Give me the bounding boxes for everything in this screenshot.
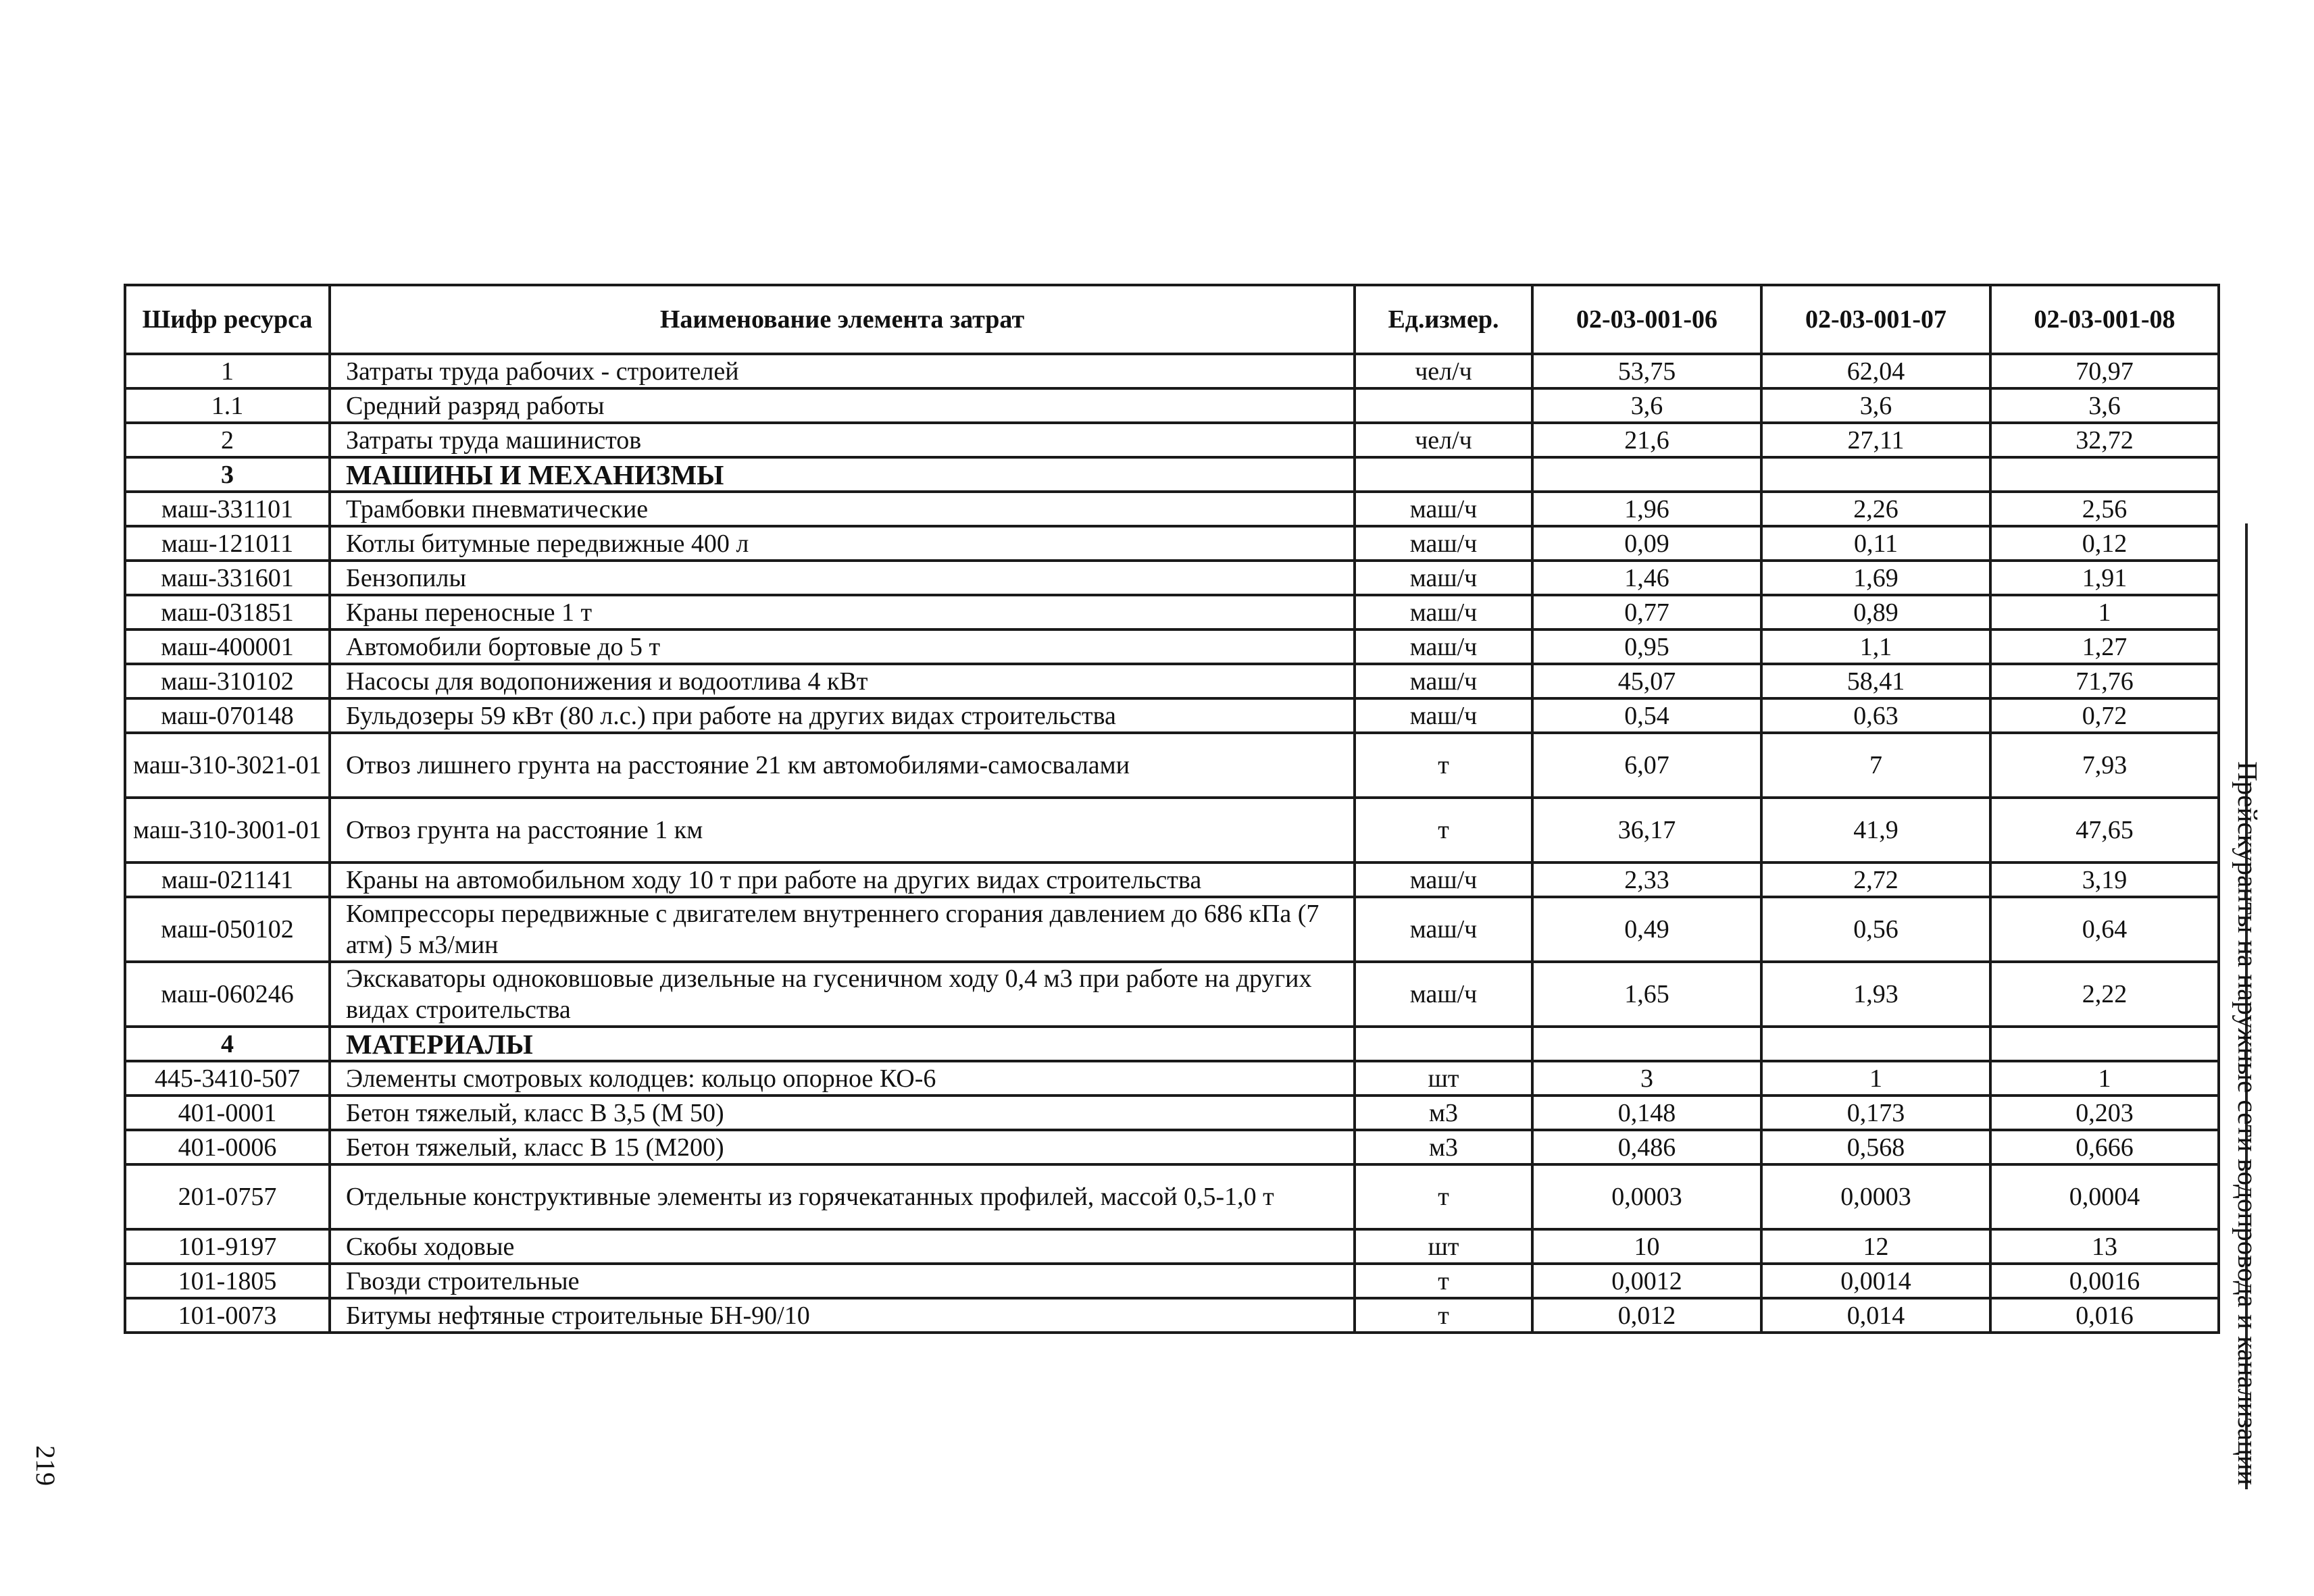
cell-unit: маш/ч (1355, 629, 1532, 664)
cell-value-07: 0,56 (1761, 897, 1990, 962)
cell-name: Гвозди строительные (330, 1264, 1355, 1298)
cost-table (124, 284, 2220, 1334)
cell-name: Трамбовки пневматические (330, 492, 1355, 526)
table-row (125, 1264, 2219, 1298)
table-row (125, 664, 2219, 698)
cell-value-06: 45,07 (1532, 664, 1761, 698)
cell-value-08: 0,64 (1990, 897, 2219, 962)
cell-value-08: 0,0004 (1990, 1164, 2219, 1229)
cell-code: 101-0073 (125, 1298, 330, 1333)
cell-unit: маш/ч (1355, 492, 1532, 526)
header-code: Шифр ресурса (125, 285, 330, 354)
cell-name: Автомобили бортовые до 5 т (330, 629, 1355, 664)
cell-value-07: 0,0003 (1761, 1164, 1990, 1229)
cell-value-07: 0,568 (1761, 1130, 1990, 1164)
table-row (125, 1298, 2219, 1333)
cell-name: Краны на автомобильном ходу 10 т при работе на других видах строительства (330, 863, 1355, 897)
cell-code: маш-050102 (125, 897, 330, 962)
cell-unit (1355, 1027, 1532, 1061)
cell-value-08: 0,666 (1990, 1130, 2219, 1164)
cell-unit: маш/ч (1355, 962, 1532, 1027)
cell-value-06: 0,49 (1532, 897, 1761, 962)
cell-value-07: 1 (1761, 1061, 1990, 1096)
cell-name: Битумы нефтяные строительные БН-90/10 (330, 1298, 1355, 1333)
cell-unit: м3 (1355, 1130, 1532, 1164)
cell-unit: маш/ч (1355, 698, 1532, 733)
cell-unit: т (1355, 798, 1532, 863)
cell-value-07 (1761, 1027, 1990, 1061)
cell-code: маш-021141 (125, 863, 330, 897)
cell-name: Затраты труда машинистов (330, 423, 1355, 457)
page-number: 219 (30, 1445, 61, 1486)
cell-name: Отвоз грунта на расстояние 1 км (330, 798, 1355, 863)
table-row (125, 1130, 2219, 1164)
cell-value-08: 2,56 (1990, 492, 2219, 526)
cell-value-06: 0,0003 (1532, 1164, 1761, 1229)
cell-value-07: 12 (1761, 1229, 1990, 1264)
table-row (125, 629, 2219, 664)
cell-unit: маш/ч (1355, 897, 1532, 962)
cell-value-06: 0,77 (1532, 595, 1761, 629)
cell-value-06 (1532, 1027, 1761, 1061)
cell-name: Затраты труда рабочих - строителей (330, 354, 1355, 388)
table-row (125, 1061, 2219, 1096)
cell-code: 201-0757 (125, 1164, 330, 1229)
table-body (125, 354, 2219, 1333)
cell-name: Экскаваторы одноковшовые дизельные на гусеничном ходу 0,4 м3 при работе на других видах строительства (330, 962, 1355, 1027)
cell-name: Насосы для водопонижения и водоотлива 4 кВт (330, 664, 1355, 698)
cell-value-07: 0,014 (1761, 1298, 1990, 1333)
cell-value-06: 0,95 (1532, 629, 1761, 664)
cell-value-06: 1,65 (1532, 962, 1761, 1027)
cell-value-08: 1 (1990, 1061, 2219, 1096)
cell-value-08: 70,97 (1990, 354, 2219, 388)
cell-value-08: 32,72 (1990, 423, 2219, 457)
cell-unit: чел/ч (1355, 423, 1532, 457)
header-row (125, 285, 2219, 354)
cell-value-08: 3,6 (1990, 388, 2219, 423)
cell-value-06: 0,148 (1532, 1096, 1761, 1130)
cell-value-06: 3 (1532, 1061, 1761, 1096)
cell-name: Скобы ходовые (330, 1229, 1355, 1264)
table-row (125, 798, 2219, 863)
cell-value-06 (1532, 457, 1761, 492)
cell-name: Котлы битумные передвижные 400 л (330, 526, 1355, 561)
cell-unit: шт (1355, 1061, 1532, 1096)
table-row (125, 1164, 2219, 1229)
cell-unit: шт (1355, 1229, 1532, 1264)
cell-unit (1355, 457, 1532, 492)
cell-value-08: 13 (1990, 1229, 2219, 1264)
cell-code: маш-310102 (125, 664, 330, 698)
section-row (125, 457, 2219, 492)
cell-value-06: 21,6 (1532, 423, 1761, 457)
cell-value-08: 1,27 (1990, 629, 2219, 664)
cell-name: Отвоз лишнего грунта на расстояние 21 км автомобилями-самосвалами (330, 733, 1355, 798)
cell-unit: м3 (1355, 1096, 1532, 1130)
cell-code: маш-310-3021-01 (125, 733, 330, 798)
cell-code: 445-3410-507 (125, 1061, 330, 1096)
cell-value-06: 0,54 (1532, 698, 1761, 733)
cell-value-07: 0,0014 (1761, 1264, 1990, 1298)
cell-unit: т (1355, 733, 1532, 798)
cell-code: маш-121011 (125, 526, 330, 561)
cell-value-07: 41,9 (1761, 798, 1990, 863)
cell-name: Бульдозеры 59 кВт (80 л.с.) при работе на других видах строительства (330, 698, 1355, 733)
cell-code: маш-070148 (125, 698, 330, 733)
cell-value-06: 10 (1532, 1229, 1761, 1264)
cell-value-08: 3,19 (1990, 863, 2219, 897)
cell-name: Бетон тяжелый, класс В 15 (М200) (330, 1130, 1355, 1164)
cell-name: МАТЕРИАЛЫ (330, 1027, 1355, 1061)
table-row (125, 595, 2219, 629)
cell-code: 401-0001 (125, 1096, 330, 1130)
cell-value-06: 53,75 (1532, 354, 1761, 388)
cell-value-06: 36,17 (1532, 798, 1761, 863)
table-row (125, 863, 2219, 897)
cell-name: Элементы смотровых колодцев: кольцо опорное КО-6 (330, 1061, 1355, 1096)
cell-value-07: 27,11 (1761, 423, 1990, 457)
cell-unit: маш/ч (1355, 595, 1532, 629)
header-unit: Ед.измер. (1355, 285, 1532, 354)
cell-code: маш-031851 (125, 595, 330, 629)
cell-code: маш-400001 (125, 629, 330, 664)
cell-value-07: 1,1 (1761, 629, 1990, 664)
cell-value-06: 6,07 (1532, 733, 1761, 798)
cell-code: 1 (125, 354, 330, 388)
cell-value-06: 1,96 (1532, 492, 1761, 526)
cell-value-08: 7,93 (1990, 733, 2219, 798)
cell-unit: маш/ч (1355, 561, 1532, 595)
cell-value-08 (1990, 1027, 2219, 1061)
cell-value-07: 2,26 (1761, 492, 1990, 526)
cell-value-08: 0,12 (1990, 526, 2219, 561)
cell-value-08 (1990, 457, 2219, 492)
section-row (125, 1027, 2219, 1061)
cell-value-06: 0,486 (1532, 1130, 1761, 1164)
table-row (125, 492, 2219, 526)
cell-value-07: 0,11 (1761, 526, 1990, 561)
cell-unit: маш/ч (1355, 863, 1532, 897)
cell-value-08: 71,76 (1990, 664, 2219, 698)
cell-code: 101-1805 (125, 1264, 330, 1298)
cell-code: 3 (125, 457, 330, 492)
cell-name: Средний разряд работы (330, 388, 1355, 423)
table-row (125, 1096, 2219, 1130)
cell-value-07: 3,6 (1761, 388, 1990, 423)
cell-value-06: 0,012 (1532, 1298, 1761, 1333)
cell-value-06: 2,33 (1532, 863, 1761, 897)
cell-code: маш-331601 (125, 561, 330, 595)
cell-unit: т (1355, 1298, 1532, 1333)
table-row (125, 897, 2219, 962)
cell-name: Краны переносные 1 т (330, 595, 1355, 629)
cell-code: 101-9197 (125, 1229, 330, 1264)
cell-value-08: 1 (1990, 595, 2219, 629)
header-name: Наименование элемента затрат (330, 285, 1355, 354)
cell-code: маш-310-3001-01 (125, 798, 330, 863)
cell-value-07: 62,04 (1761, 354, 1990, 388)
table-row (125, 526, 2219, 561)
cell-value-07: 0,63 (1761, 698, 1990, 733)
table-row (125, 388, 2219, 423)
cell-value-07: 0,173 (1761, 1096, 1990, 1130)
cell-name: Бетон тяжелый, класс В 3,5 (М 50) (330, 1096, 1355, 1130)
table-row (125, 733, 2219, 798)
cell-value-07: 1,69 (1761, 561, 1990, 595)
cell-value-08: 0,203 (1990, 1096, 2219, 1130)
side-title: Прейскуранты на наружные сети водопровода и канализации (2232, 761, 2263, 1485)
cell-unit: маш/ч (1355, 526, 1532, 561)
table-row (125, 354, 2219, 388)
cell-code: 401-0006 (125, 1130, 330, 1164)
cell-value-08: 2,22 (1990, 962, 2219, 1027)
cell-value-06: 0,09 (1532, 526, 1761, 561)
cell-value-06: 0,0012 (1532, 1264, 1761, 1298)
cell-unit (1355, 388, 1532, 423)
cell-code: 4 (125, 1027, 330, 1061)
table-row (125, 698, 2219, 733)
cell-value-08: 0,016 (1990, 1298, 2219, 1333)
cell-value-07: 7 (1761, 733, 1990, 798)
cell-value-08: 0,0016 (1990, 1264, 2219, 1298)
cell-value-06: 3,6 (1532, 388, 1761, 423)
header-col-08: 02-03-001-08 (1990, 285, 2219, 354)
cell-code: 2 (125, 423, 330, 457)
table-row (125, 423, 2219, 457)
cell-name: МАШИНЫ И МЕХАНИЗМЫ (330, 457, 1355, 492)
cell-unit: т (1355, 1164, 1532, 1229)
cell-unit: маш/ч (1355, 664, 1532, 698)
cell-value-07: 1,93 (1761, 962, 1990, 1027)
cell-name: Бензопилы (330, 561, 1355, 595)
header-col-06: 02-03-001-06 (1532, 285, 1761, 354)
cell-value-07: 0,89 (1761, 595, 1990, 629)
cell-code: маш-331101 (125, 492, 330, 526)
cell-unit: чел/ч (1355, 354, 1532, 388)
table-row (125, 561, 2219, 595)
cell-value-07: 58,41 (1761, 664, 1990, 698)
cell-value-07: 2,72 (1761, 863, 1990, 897)
cell-value-08: 1,91 (1990, 561, 2219, 595)
cell-value-06: 1,46 (1532, 561, 1761, 595)
cell-value-08: 47,65 (1990, 798, 2219, 863)
table-row (125, 962, 2219, 1027)
header-col-07: 02-03-001-07 (1761, 285, 1990, 354)
cell-code: 1.1 (125, 388, 330, 423)
cell-name: Компрессоры передвижные с двигателем внутреннего сгорания давлением до 686 кПа (7 атм) 5 м3/мин (330, 897, 1355, 962)
cell-unit: т (1355, 1264, 1532, 1298)
cell-code: маш-060246 (125, 962, 330, 1027)
cell-value-08: 0,72 (1990, 698, 2219, 733)
table-row (125, 1229, 2219, 1264)
cell-value-07 (1761, 457, 1990, 492)
cell-name: Отдельные конструктивные элементы из горячекатанных профилей, массой 0,5-1,0 т (330, 1164, 1355, 1229)
